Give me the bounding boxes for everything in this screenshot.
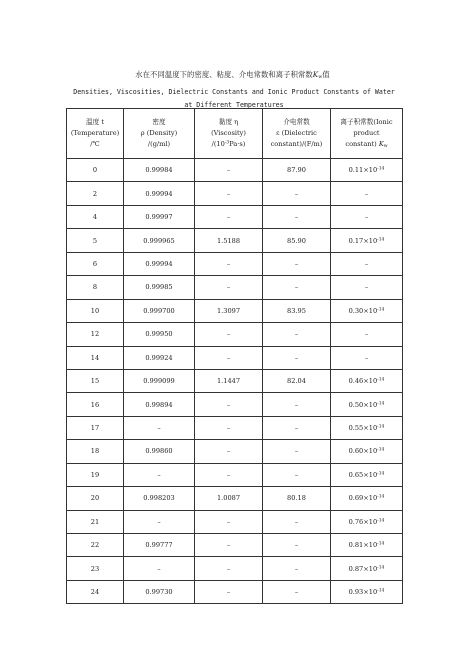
table-row — [67, 346, 403, 369]
header-density — [124, 109, 195, 159]
title-cn-symbol-sub: w — [318, 75, 323, 80]
title-cn-symbol: K — [312, 70, 319, 79]
header-density-line: /(g/ml) — [147, 140, 171, 148]
cell-kw: – — [331, 252, 403, 275]
table-row — [67, 463, 403, 486]
table-row — [67, 229, 403, 252]
cell-eta: – — [195, 182, 263, 205]
cell-kw — [331, 534, 403, 557]
table-row — [67, 182, 403, 205]
kw-value: 0.76 — [348, 517, 364, 526]
kw-multiplier: ×10 — [363, 424, 378, 433]
table-row — [67, 416, 403, 439]
cell-rho: 0.99950 — [124, 323, 195, 346]
header-density-line: 密度 — [152, 118, 166, 126]
viscosity-units-pre: /(10 — [211, 140, 225, 148]
cell-kw — [331, 580, 403, 603]
cell-eta: – — [195, 580, 263, 603]
kw-value: 0.30 — [348, 306, 364, 315]
cell-t: 0 — [67, 159, 124, 182]
cell-rho: – — [124, 463, 195, 486]
cell-rho: 0.99777 — [124, 534, 195, 557]
kw-value: 0.46 — [348, 377, 364, 386]
kw-multiplier: ×10 — [363, 494, 378, 503]
cell-eta: – — [195, 510, 263, 533]
header-ionic-line: 离子积常数(Ionic — [340, 118, 393, 126]
ionic-symbol-sub: w — [383, 144, 388, 149]
cell-eta: – — [195, 440, 263, 463]
cell-t: 21 — [67, 510, 124, 533]
cell-rho: – — [124, 510, 195, 533]
title-en-line-1: Densities, Viscosities, Dielectric Constants and Ionic Product Constants of Water — [73, 88, 395, 96]
kw-exponent: -14 — [377, 401, 385, 407]
cell-eps: – — [263, 252, 331, 275]
cell-eta: – — [195, 252, 263, 275]
kw-multiplier: ×10 — [363, 400, 378, 409]
cell-eps: – — [263, 580, 331, 603]
cell-t: 22 — [67, 534, 124, 557]
cell-eta: – — [195, 346, 263, 369]
cell-rho: 0.99985 — [124, 276, 195, 299]
cell-eta: 1.3097 — [195, 299, 263, 322]
kw-exponent: -14 — [377, 424, 385, 430]
cell-kw: – — [331, 323, 403, 346]
header-temp-line: (Temperature) — [70, 129, 120, 137]
cell-eps: – — [263, 534, 331, 557]
kw-exponent: -14 — [377, 588, 385, 594]
cell-eta: 1.0087 — [195, 487, 263, 510]
kw-exponent: -14 — [377, 518, 385, 524]
table-row — [67, 252, 403, 275]
kw-exponent: -14 — [377, 237, 385, 243]
cell-eta: 1.1447 — [195, 369, 263, 392]
cell-kw — [331, 229, 403, 252]
header-dielectric-line: constant)/(F/m) — [270, 140, 323, 148]
kw-multiplier: ×10 — [363, 564, 378, 573]
cell-t: 8 — [67, 276, 124, 299]
cell-eps: – — [263, 440, 331, 463]
table-row — [67, 557, 403, 580]
kw-exponent: -14 — [377, 307, 385, 313]
cell-t: 19 — [67, 463, 124, 486]
cell-rho: 0.99924 — [124, 346, 195, 369]
kw-exponent: -14 — [377, 377, 385, 383]
cell-eta: – — [195, 557, 263, 580]
cell-eta: – — [195, 416, 263, 439]
kw-multiplier: ×10 — [363, 588, 378, 597]
cell-t: 5 — [67, 229, 124, 252]
cell-eta: – — [195, 393, 263, 416]
kw-value: 0.50 — [348, 400, 364, 409]
cell-eps: – — [263, 463, 331, 486]
ionic-constant-word: constant) — [345, 140, 379, 148]
header-ionic-product — [331, 109, 403, 159]
cell-kw — [331, 557, 403, 580]
cell-kw — [331, 440, 403, 463]
kw-multiplier: ×10 — [363, 377, 378, 386]
header-temp-line: 温度 t — [86, 118, 104, 126]
cell-rho: 0.99730 — [124, 580, 195, 603]
header-viscosity-line: 黏度 η — [218, 118, 239, 126]
header-dielectric-line: 介电常数 — [283, 118, 310, 126]
cell-eta: – — [195, 205, 263, 228]
table-title-chinese — [0, 70, 465, 80]
header-dielectric-line: ε (Dielectric — [276, 129, 317, 137]
table-body — [67, 159, 403, 604]
header-ionic-line: product — [353, 129, 380, 137]
cell-eps: – — [263, 510, 331, 533]
kw-exponent: -14 — [377, 541, 385, 547]
table-row — [67, 323, 403, 346]
kw-value: 0.55 — [348, 424, 364, 433]
kw-value: 0.65 — [348, 470, 364, 479]
kw-multiplier: ×10 — [363, 166, 378, 175]
cell-eps: 80.18 — [263, 487, 331, 510]
cell-rho: 0.999965 — [124, 229, 195, 252]
cell-rho: 0.998203 — [124, 487, 195, 510]
header-temp-line: /℃ — [90, 140, 100, 148]
cell-eps: 87.90 — [263, 159, 331, 182]
table-row — [67, 205, 403, 228]
table-header-row — [67, 109, 403, 159]
kw-multiplier: ×10 — [363, 306, 378, 315]
cell-rho: 0.99994 — [124, 252, 195, 275]
kw-exponent: -14 — [377, 494, 385, 500]
cell-rho: 0.99894 — [124, 393, 195, 416]
kw-exponent: -14 — [377, 447, 385, 453]
table-row — [67, 393, 403, 416]
cell-eta: – — [195, 323, 263, 346]
cell-eta: – — [195, 276, 263, 299]
header-viscosity — [195, 109, 263, 159]
table-row — [67, 440, 403, 463]
cell-eps: – — [263, 557, 331, 580]
cell-eps: – — [263, 346, 331, 369]
cell-t: 15 — [67, 369, 124, 392]
cell-t: 6 — [67, 252, 124, 275]
table-row — [67, 510, 403, 533]
cell-t: 2 — [67, 182, 124, 205]
cell-t: 23 — [67, 557, 124, 580]
kw-value: 0.11 — [348, 166, 364, 175]
cell-rho: – — [124, 557, 195, 580]
cell-eps: – — [263, 393, 331, 416]
cell-rho: 0.99984 — [124, 159, 195, 182]
cell-eps: – — [263, 416, 331, 439]
cell-kw: – — [331, 205, 403, 228]
kw-multiplier: ×10 — [363, 447, 378, 456]
cell-t: 12 — [67, 323, 124, 346]
ionic-symbol: K — [378, 140, 384, 148]
kw-multiplier: ×10 — [363, 470, 378, 479]
kw-value: 0.81 — [348, 541, 364, 550]
cell-eps: 82.04 — [263, 369, 331, 392]
kw-exponent: -14 — [377, 166, 385, 172]
table-row — [67, 534, 403, 557]
cell-rho: – — [124, 416, 195, 439]
cell-t: 4 — [67, 205, 124, 228]
viscosity-units-exp: -3 — [224, 140, 230, 146]
kw-value: 0.87 — [348, 564, 364, 573]
cell-eps: – — [263, 276, 331, 299]
table-row — [67, 369, 403, 392]
cell-t: 14 — [67, 346, 124, 369]
cell-eps: – — [263, 323, 331, 346]
cell-rho: 0.99994 — [124, 182, 195, 205]
cell-kw — [331, 510, 403, 533]
kw-exponent: -14 — [377, 565, 385, 571]
viscosity-units-post: Pa·s) — [229, 140, 246, 148]
table-row — [67, 159, 403, 182]
cell-eta: – — [195, 159, 263, 182]
table-row — [67, 276, 403, 299]
header-ionic-symbol-line — [331, 139, 402, 150]
table-row — [67, 487, 403, 510]
cell-kw: – — [331, 346, 403, 369]
header-density-line: ρ (Density) — [140, 129, 178, 137]
cell-kw — [331, 393, 403, 416]
cell-t: 17 — [67, 416, 124, 439]
header-temperature — [67, 109, 124, 159]
cell-rho: 0.999700 — [124, 299, 195, 322]
kw-exponent: -14 — [377, 471, 385, 477]
cell-eta: 1.5188 — [195, 229, 263, 252]
cell-t: 10 — [67, 299, 124, 322]
title-cn-text: 水在不同温度下的密度、粘度、介电常数和离子积常数 — [135, 70, 313, 79]
cell-kw — [331, 463, 403, 486]
cell-eps: 85.90 — [263, 229, 331, 252]
title-en-line-2: at Different Temperatures — [184, 101, 284, 109]
kw-multiplier: ×10 — [363, 541, 378, 550]
cell-rho: 0.99860 — [124, 440, 195, 463]
header-viscosity-line: (Viscosity) — [211, 129, 246, 137]
table-row — [67, 299, 403, 322]
cell-kw — [331, 369, 403, 392]
cell-rho: 0.99997 — [124, 205, 195, 228]
cell-kw — [331, 487, 403, 510]
cell-kw — [331, 299, 403, 322]
cell-kw: – — [331, 276, 403, 299]
kw-multiplier: ×10 — [363, 517, 378, 526]
table-row — [67, 580, 403, 603]
kw-multiplier: ×10 — [363, 236, 378, 245]
header-viscosity-units — [195, 139, 262, 150]
cell-t: 24 — [67, 580, 124, 603]
cell-kw — [331, 159, 403, 182]
kw-value: 0.17 — [348, 236, 364, 245]
water-properties-table — [66, 108, 403, 604]
header-dielectric — [263, 109, 331, 159]
kw-value: 0.69 — [348, 494, 364, 503]
cell-kw: – — [331, 182, 403, 205]
cell-eta: – — [195, 534, 263, 557]
cell-eps: 83.95 — [263, 299, 331, 322]
cell-t: 18 — [67, 440, 124, 463]
kw-value: 0.60 — [348, 447, 364, 456]
cell-t: 16 — [67, 393, 124, 416]
title-cn-tail: 值 — [322, 70, 330, 79]
cell-t: 20 — [67, 487, 124, 510]
cell-kw — [331, 416, 403, 439]
cell-rho: 0.999099 — [124, 369, 195, 392]
cell-eta: – — [195, 463, 263, 486]
kw-value: 0.93 — [348, 588, 364, 597]
cell-eps: – — [263, 205, 331, 228]
cell-eps: – — [263, 182, 331, 205]
